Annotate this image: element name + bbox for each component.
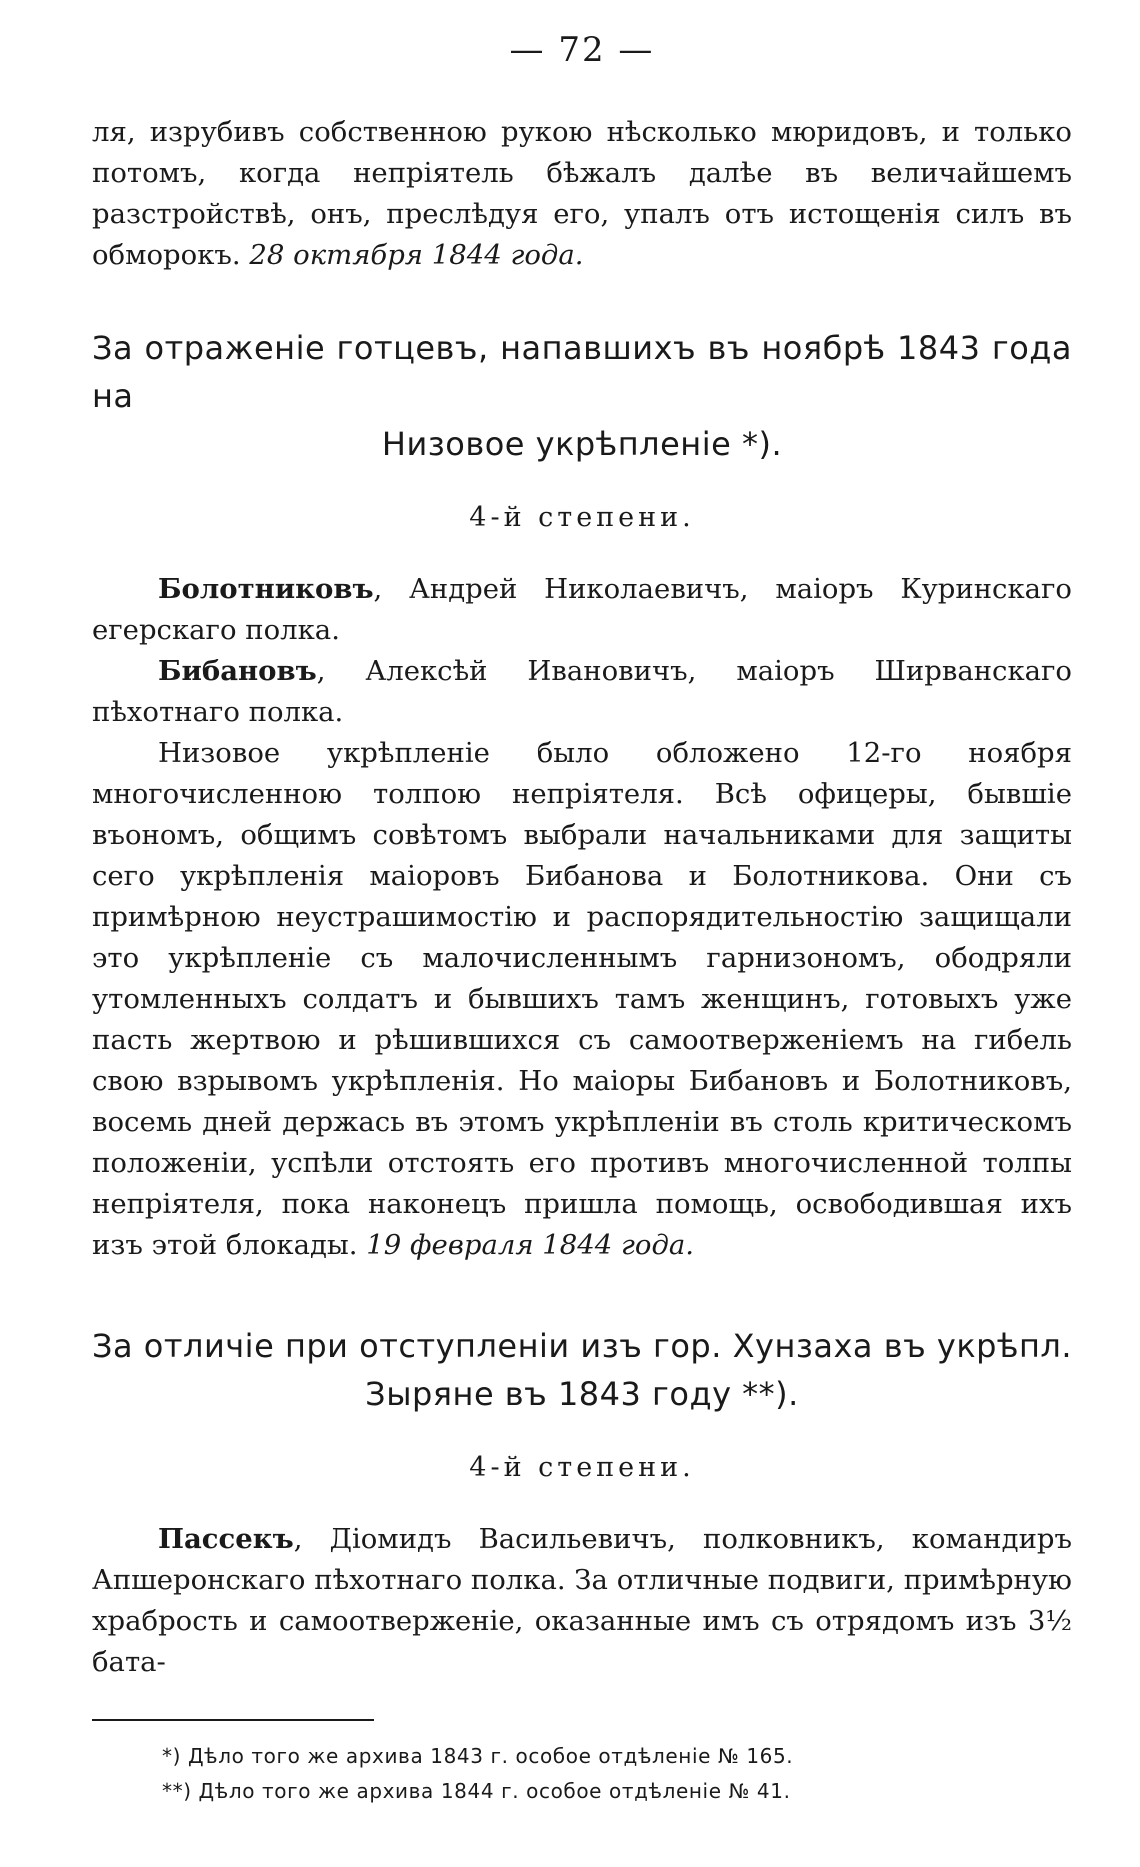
section-2-degree: 4-й степени. <box>469 1452 695 1483</box>
section-1-date: 19 февраля 1844 года. <box>366 1229 695 1261</box>
intro-date: 28 октября 1844 года. <box>249 239 584 271</box>
section-1-title <box>92 324 1072 468</box>
section-1-body-text: Низовое укрѣпленіе было обложено 12-го ноября многочисленною толпою непріятеля. Всѣ офицеры, бывшіе въономъ, общимъ совѣтомъ выбрали начальниками для защиты сего укрѣпленія маіоровъ Бибанова и Болотникова. Они съ примѣрною неустрашимостію и распорядительностію защищали это укрѣпленіе съ малочисленнымъ гарнизономъ, ободряли утомленныхъ солдатъ и бывшихъ тамъ женщинъ, готовыхъ уже пасть жертвою и рѣшившихся съ самоотверженіемъ на гибель свою взрывомъ укрѣпленія. Но маіоры Бибановъ и Болотниковъ, восемь дней держась въ этомъ укрѣпленіи въ столь критическомъ положеніи, успѣли отстоять его противъ многочисленной толпы непріятеля, пока наконецъ пришла помощь, освободившая ихъ изъ этой блокады. <box>92 737 1072 1261</box>
section-1-body <box>92 733 1072 1266</box>
entry-name: Бибановъ <box>158 655 317 687</box>
footnote-divider <box>92 1719 374 1721</box>
section-1-title-line1: За отраженіе готцевъ, напавшихъ въ ноябрѣ 1843 года на <box>92 329 1072 415</box>
section-1-title-line2: Низовое укрѣпленіе *). <box>381 425 783 463</box>
footnote-1: *) Дѣло того же архива 1843 г. особое отдѣленіе № 165. <box>162 1744 794 1768</box>
entry-passek <box>92 1519 1072 1683</box>
entry-details: , Діомидъ Васильевичъ, полковникъ, командиръ Апшеронскаго пѣхотнаго полка. За отличные подвиги, примѣрную храбрость и самоотверженіе, оказанные имъ съ отрядомъ изъ 3½ бата- <box>92 1523 1072 1678</box>
section-2-title-line2: Зыряне въ 1843 году **). <box>365 1375 799 1413</box>
page-number: — 72 — <box>509 30 655 70</box>
document-page <box>92 30 1072 1809</box>
entry-details: , Андрей Николаевичъ, маіоръ Куринскаго егерскаго полка. <box>92 573 1072 646</box>
section-2-title-line1: За отличіе при отступленіи изъ гор. Хунзаха въ укрѣпл. <box>92 1327 1072 1365</box>
entry-bibanov <box>92 651 1072 733</box>
footnote-2: **) Дѣло того же архива 1844 г. особое отдѣленіе № 41. <box>162 1779 791 1803</box>
entry-name: Пассекъ <box>158 1523 294 1555</box>
intro-text: ля, изрубивъ собственною рукою нѣсколько мюридовъ, и только потомъ, когда непріятель бѣжалъ далѣе въ величайшемъ разстройствѣ, онъ, преслѣдуя его, упалъ отъ истощенія силъ въ обморокъ. <box>92 116 1072 271</box>
section-2-title <box>92 1322 1072 1418</box>
entry-bolotnikov <box>92 569 1072 651</box>
entry-details: , Алексѣй Ивановичъ, маіоръ Ширванскаго пѣхотнаго полка. <box>92 655 1072 728</box>
entry-name: Болотниковъ <box>158 573 374 605</box>
section-1-degree: 4-й степени. <box>469 502 695 533</box>
intro-paragraph <box>92 112 1072 276</box>
